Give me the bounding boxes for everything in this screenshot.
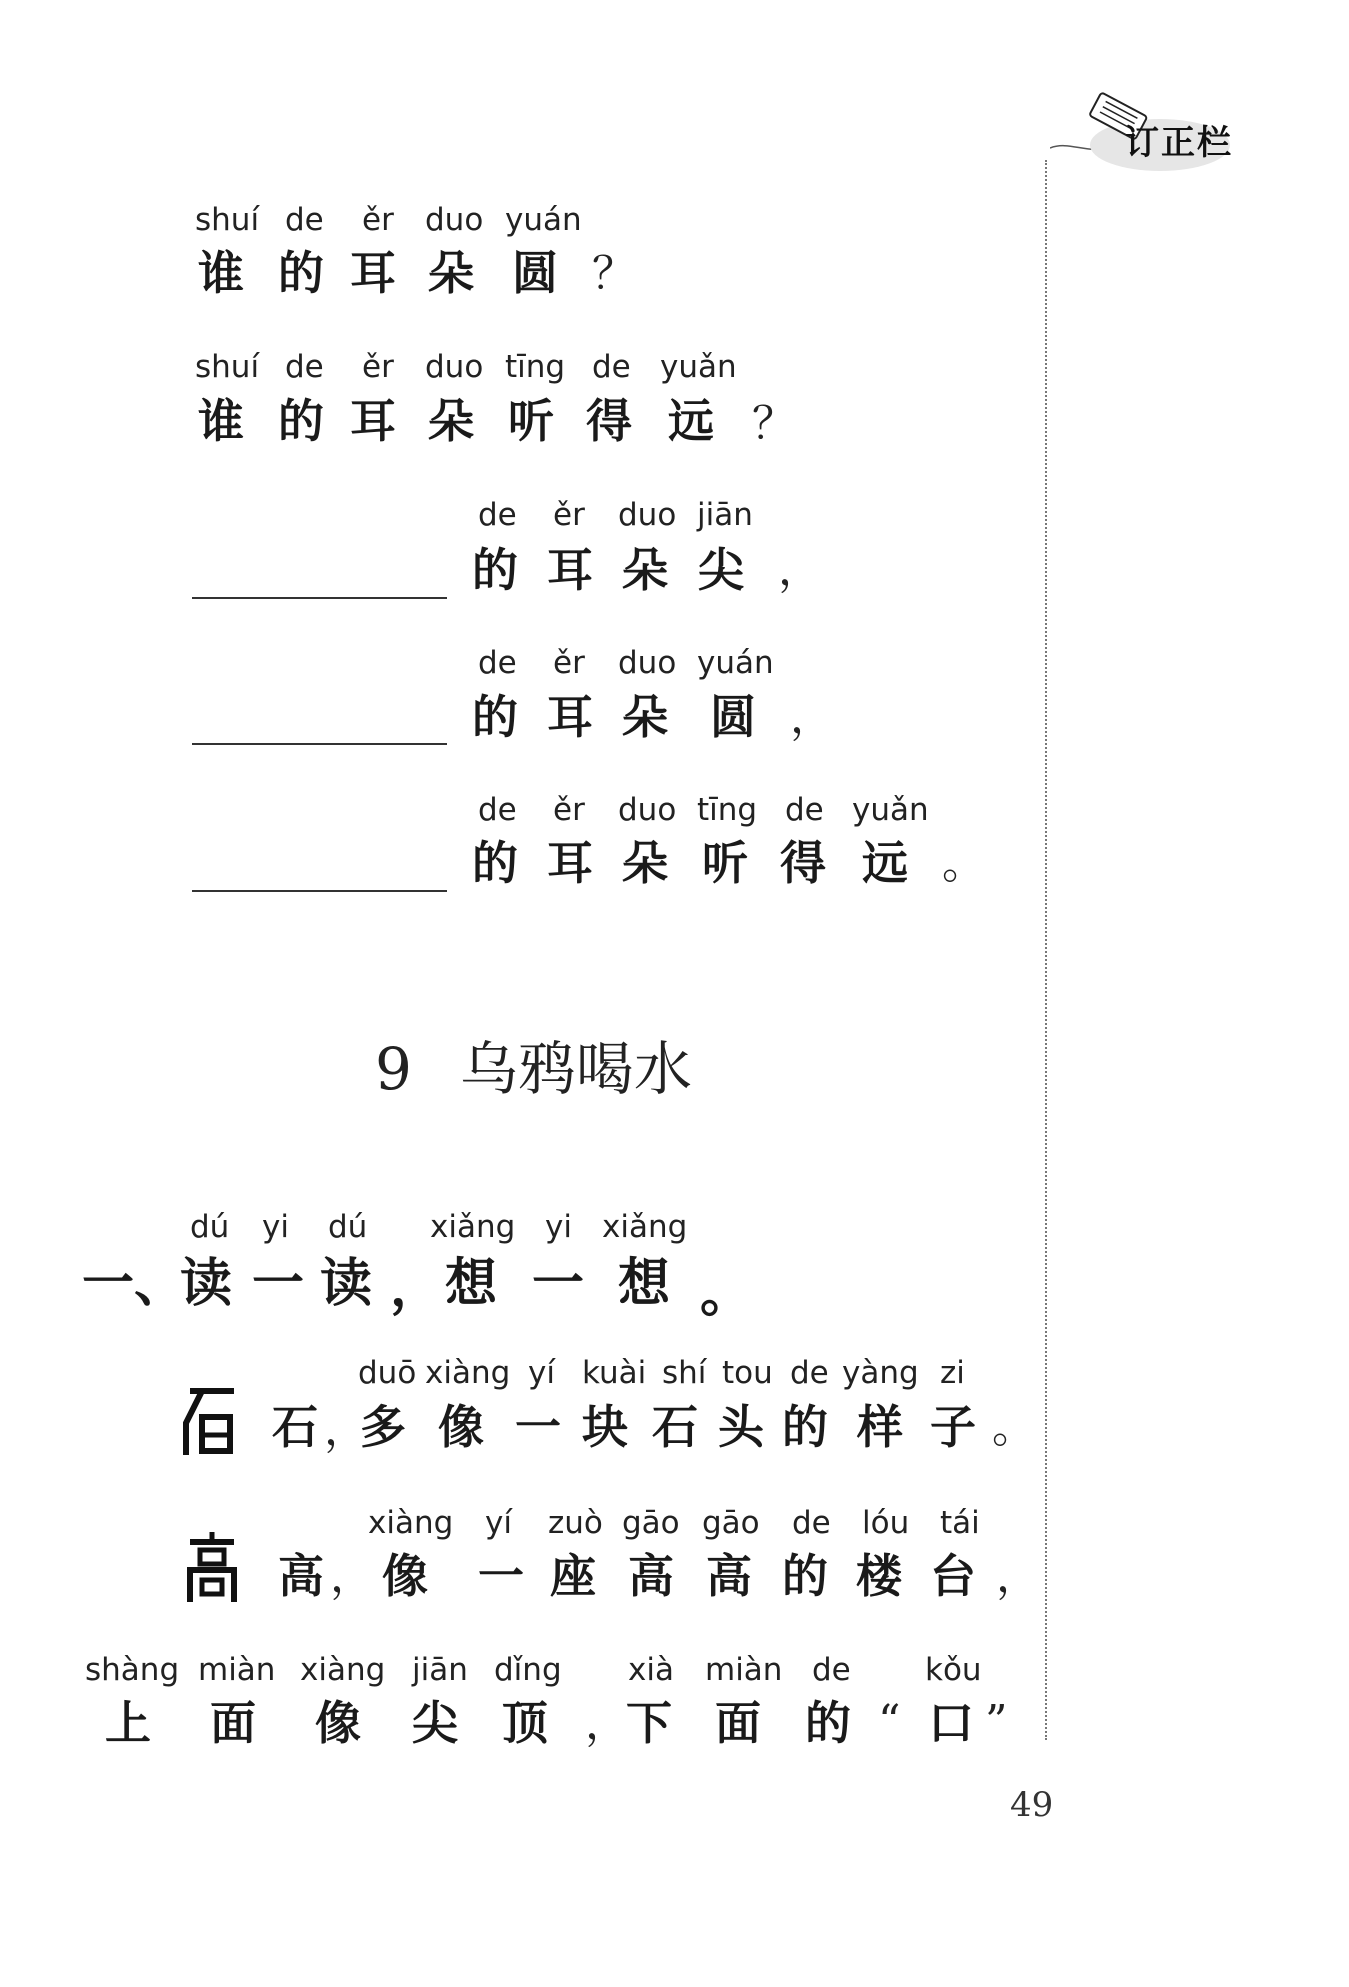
heading-char: 想 (445, 1253, 498, 1314)
hanzi: 高 (628, 1549, 674, 1603)
punctuation: 。 (992, 1402, 1036, 1453)
pinyin: zuò (548, 1505, 603, 1541)
heading-char: 读 (180, 1253, 233, 1314)
pinyin: yuán (505, 202, 582, 238)
hanzi: 的 (472, 690, 518, 744)
hanzi: 的 (805, 1696, 851, 1750)
hanzi: 上 (105, 1696, 151, 1750)
hanzi: 耳 (547, 690, 593, 744)
punctuation: ， (324, 1404, 368, 1455)
pinyin: shuí (195, 202, 260, 238)
hanzi: 谁 (198, 246, 244, 300)
pinyin: ěr (553, 497, 585, 533)
pinyin: miàn (198, 1652, 276, 1688)
pinyin: de (285, 202, 324, 238)
pinyin: tou (722, 1355, 773, 1391)
hanzi: 顶 (502, 1696, 548, 1750)
pinyin: yuán (697, 645, 774, 681)
hanzi: 下 (626, 1696, 672, 1750)
pinyin: xiàng (300, 1652, 386, 1688)
pinyin: duo (618, 645, 677, 681)
hanzi: 一 (515, 1400, 561, 1454)
hanzi: 头 (718, 1400, 764, 1454)
hanzi: 尖 (412, 1696, 458, 1750)
hanzi: 口 (928, 1696, 974, 1750)
page-number: 49 (1010, 1785, 1054, 1825)
hanzi: 耳 (350, 246, 396, 300)
hanzi: 的 (782, 1400, 828, 1454)
pinyin: xiǎng (430, 1209, 516, 1245)
punctuation: ？ (752, 398, 796, 449)
correction-margin-divider (1045, 160, 1047, 1740)
pinyin: de (285, 349, 324, 385)
pinyin: yuǎn (852, 792, 929, 828)
hanzi: 朵 (622, 836, 668, 890)
pinyin: de (792, 1505, 831, 1541)
correction-label: 订正栏 (1125, 123, 1233, 163)
heading-char: 读 (320, 1253, 373, 1314)
pinyin: tīng (697, 792, 758, 828)
pinyin: ěr (362, 202, 394, 238)
hanzi: 一 (478, 1549, 524, 1603)
punctuation: “ (878, 1696, 901, 1747)
hanzi: 像 (315, 1696, 361, 1750)
heading-char: ， (390, 1257, 443, 1318)
answer-blank[interactable] (192, 890, 447, 892)
hanzi: 样 (857, 1400, 903, 1454)
pinyin: duo (618, 497, 677, 533)
pinyin: kǒu (925, 1652, 982, 1688)
pinyin: yi (545, 1209, 572, 1245)
hanzi: 得 (780, 836, 826, 890)
pinyin: gāo (702, 1505, 760, 1541)
hanzi: 的 (782, 1549, 828, 1603)
pinyin: dǐng (494, 1652, 562, 1688)
ancient-shi-glyph (180, 1385, 240, 1459)
pinyin: tái (940, 1505, 980, 1541)
hanzi: 楼 (856, 1549, 902, 1603)
answer-blank[interactable] (192, 743, 447, 745)
hanzi: 耳 (547, 836, 593, 890)
pinyin: shí (662, 1355, 707, 1391)
punctuation: ？ (592, 248, 636, 299)
hanzi: 耳 (547, 543, 593, 597)
pinyin: ěr (553, 645, 585, 681)
hanzi: 台 (930, 1549, 976, 1603)
hanzi: 朵 (622, 543, 668, 597)
pinyin: yi (262, 1209, 289, 1245)
hanzi: 远 (862, 836, 908, 890)
pinyin: gāo (622, 1505, 680, 1541)
pinyin: duo (425, 349, 484, 385)
hanzi: 听 (702, 836, 748, 890)
pinyin: shàng (85, 1652, 180, 1688)
punctuation: ， (996, 1551, 1040, 1602)
pinyin: miàn (705, 1652, 783, 1688)
pinyin: jiān (697, 497, 753, 533)
hanzi: 的 (472, 543, 518, 597)
hanzi: 像 (438, 1400, 484, 1454)
pinyin: zi (940, 1355, 965, 1391)
heading-char: 。 (700, 1263, 753, 1324)
hanzi: 圆 (710, 690, 756, 744)
hanzi: 高 (278, 1549, 324, 1603)
hanzi: 朵 (428, 394, 474, 448)
heading-char: 一 (252, 1253, 305, 1314)
ancient-gao-glyph (182, 1528, 242, 1606)
pinyin: yàng (842, 1355, 919, 1391)
pinyin: ěr (362, 349, 394, 385)
pinyin: xià (628, 1652, 674, 1688)
pinyin: xiǎng (602, 1209, 688, 1245)
pinyin: de (812, 1652, 851, 1688)
hanzi: 圆 (512, 246, 558, 300)
pinyin: yí (485, 1505, 512, 1541)
hanzi: 尖 (698, 543, 744, 597)
pinyin: de (478, 497, 517, 533)
punctuation: ， (790, 692, 834, 743)
pinyin: duo (425, 202, 484, 238)
hanzi: 的 (278, 394, 324, 448)
pinyin: jiān (412, 1652, 468, 1688)
punctuation: ， (330, 1551, 374, 1602)
hanzi: 像 (382, 1549, 428, 1603)
hanzi: 子 (930, 1400, 976, 1454)
hanzi: 听 (508, 394, 554, 448)
lesson-name: 乌鸦喝水 (459, 1035, 692, 1103)
heading-char: 想 (618, 1253, 671, 1314)
heading-char: 一 (532, 1253, 585, 1314)
hanzi: 块 (582, 1400, 628, 1454)
lesson-title (375, 1035, 692, 1103)
punctuation: ， (585, 1698, 629, 1749)
punctuation: 。 (942, 838, 986, 889)
pinyin: lóu (862, 1505, 910, 1541)
pinyin: kuài (582, 1355, 647, 1391)
pinyin: de (478, 645, 517, 681)
pinyin: duo (618, 792, 677, 828)
pinyin: de (478, 792, 517, 828)
lesson-number: 9 (375, 1035, 412, 1103)
pinyin: dú (328, 1209, 368, 1245)
pinyin: de (592, 349, 631, 385)
section-number: 一、 (82, 1253, 187, 1314)
hanzi: 高 (706, 1549, 752, 1603)
pinyin: tīng (505, 349, 566, 385)
hanzi: 石 (652, 1400, 698, 1454)
hanzi: 谁 (198, 394, 244, 448)
hanzi: 的 (278, 246, 324, 300)
punctuation: ， (778, 544, 822, 595)
pinyin: duō (358, 1355, 417, 1391)
hanzi: 耳 (350, 394, 396, 448)
pinyin: dú (190, 1209, 230, 1245)
hanzi: 石 (272, 1400, 318, 1454)
answer-blank[interactable] (192, 597, 447, 599)
pinyin: de (785, 792, 824, 828)
hanzi: 得 (586, 394, 632, 448)
hanzi: 朵 (428, 246, 474, 300)
hanzi: 远 (668, 394, 714, 448)
punctuation: ” (985, 1696, 1008, 1747)
pinyin: yí (528, 1355, 555, 1391)
hanzi: 面 (210, 1696, 256, 1750)
hanzi: 朵 (622, 690, 668, 744)
pinyin: shuí (195, 349, 260, 385)
hanzi: 座 (550, 1549, 596, 1603)
pinyin: xiàng (368, 1505, 454, 1541)
pinyin: de (790, 1355, 829, 1391)
hanzi: 的 (472, 836, 518, 890)
pinyin: yuǎn (660, 349, 737, 385)
hanzi: 多 (360, 1400, 406, 1454)
hanzi: 面 (715, 1696, 761, 1750)
pinyin: ěr (553, 792, 585, 828)
pinyin: xiàng (425, 1355, 511, 1391)
